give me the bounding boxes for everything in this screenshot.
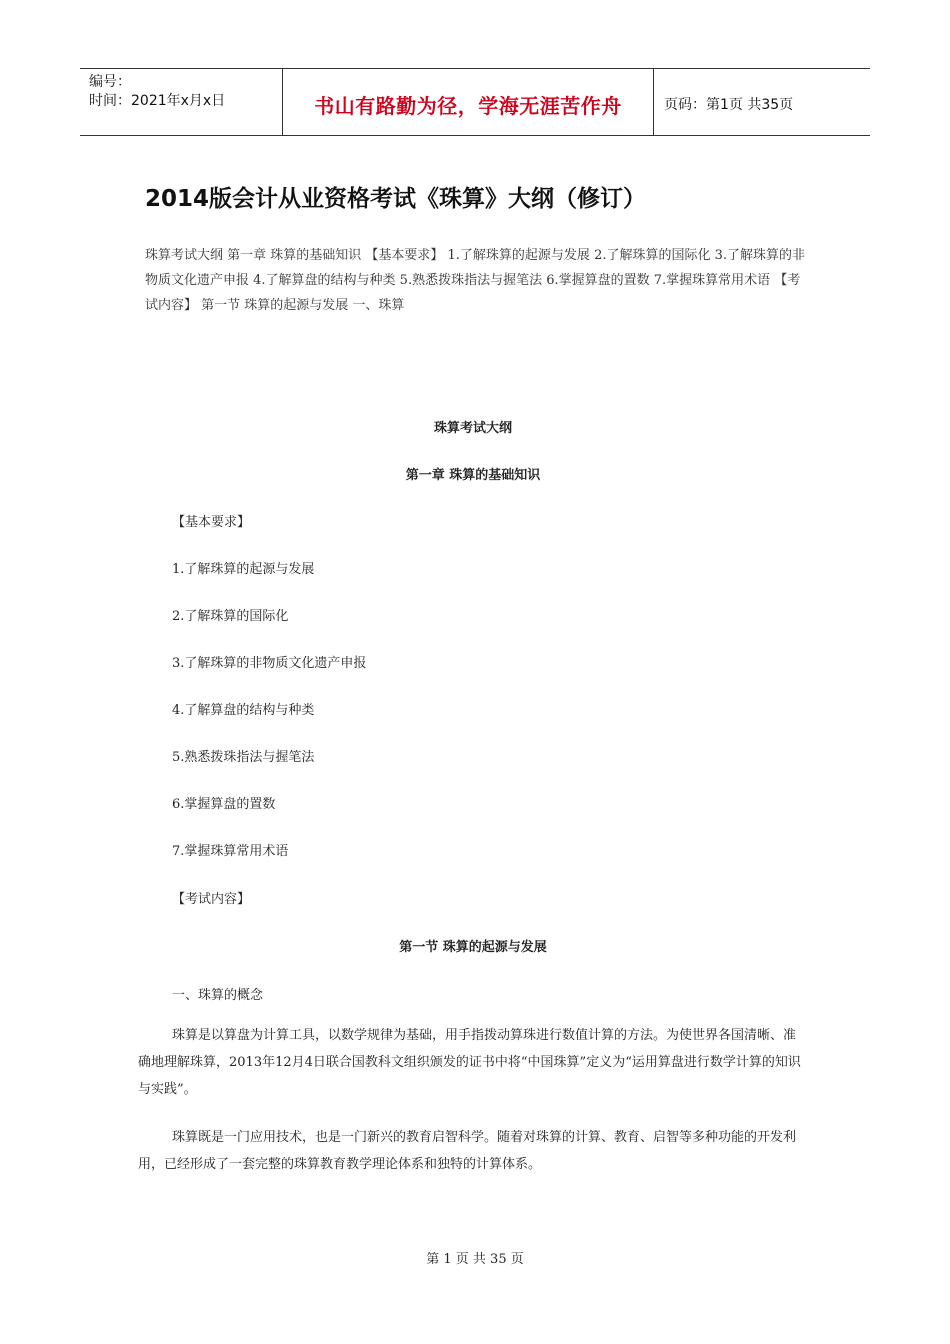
requirement-item: 3.了解珠算的非物质文化遗产申报 bbox=[172, 656, 367, 671]
requirement-item: 4.了解算盘的结构与种类 bbox=[172, 703, 315, 718]
body-paragraph: 珠算既是一门应用技术，也是一门新兴的教育启智科学。随着对珠算的计算、教育、启智等多种功能的开发利用，已经形成了一套完整的珠算教育教学理论体系和独特的计算体系。 bbox=[138, 1130, 797, 1172]
chapter-title: 第一章 珠算的基础知识 bbox=[405, 468, 541, 483]
body-paragraph: 珠算是以算盘为计算工具，以数学规律为基础，用手指拨动算珠进行数值计算的方法。为使世界各国清晰、准确地理解珠算，2013年12月4日联合国教科文组织颁发的证书中将“中国珠算”定义为“运用算盘进行数学计算的知识与实践”。 bbox=[138, 1028, 801, 1097]
header-meta-cell bbox=[80, 69, 282, 135]
requirement-item: 7.掌握珠算常用术语 bbox=[172, 844, 289, 859]
basic-requirements-label: 【基本要求】 bbox=[172, 515, 251, 530]
number-label: 编号： bbox=[89, 74, 131, 90]
requirement-item: 5.熟悉拨珠指法与握笔法 bbox=[172, 750, 315, 765]
page-info: 页码：第1页 共35页 bbox=[664, 97, 794, 113]
section-title: 第一节 珠算的起源与发展 bbox=[399, 940, 547, 955]
exam-content-label: 【考试内容】 bbox=[172, 892, 251, 907]
page-footer: 第 1 页 共 35 页 bbox=[426, 1252, 524, 1267]
subsection-title: 一、珠算的概念 bbox=[172, 988, 264, 1003]
motto: 书山有路勤为径，学海无涯苦作舟 bbox=[282, 69, 654, 135]
document-title: 2014版会计从业资格考试《珠算》大纲（修订） bbox=[145, 186, 647, 212]
outline-title: 珠算考试大纲 bbox=[433, 421, 512, 436]
requirement-item: 2.了解珠算的国际化 bbox=[172, 609, 289, 624]
summary-paragraph: 珠算考试大纲 第一章 珠算的基础知识 【基本要求】 1.了解珠算的起源与发展 2.了解珠算的国际化 3.了解珠算的非物质文化遗产申报 4.了解算盘的结构与种类 5.熟悉拨珠指法与握笔法 6.掌握算盘的置数 7.掌握珠算常用术语 【考试内容】 第一节 珠算的起源与发展 一、珠算 bbox=[145, 248, 806, 313]
requirement-item: 1.了解珠算的起源与发展 bbox=[172, 562, 315, 577]
time-label: 时间：2021年x月x日 bbox=[89, 93, 226, 109]
requirement-item: 6.掌握算盘的置数 bbox=[172, 797, 276, 812]
header-table bbox=[80, 68, 870, 136]
